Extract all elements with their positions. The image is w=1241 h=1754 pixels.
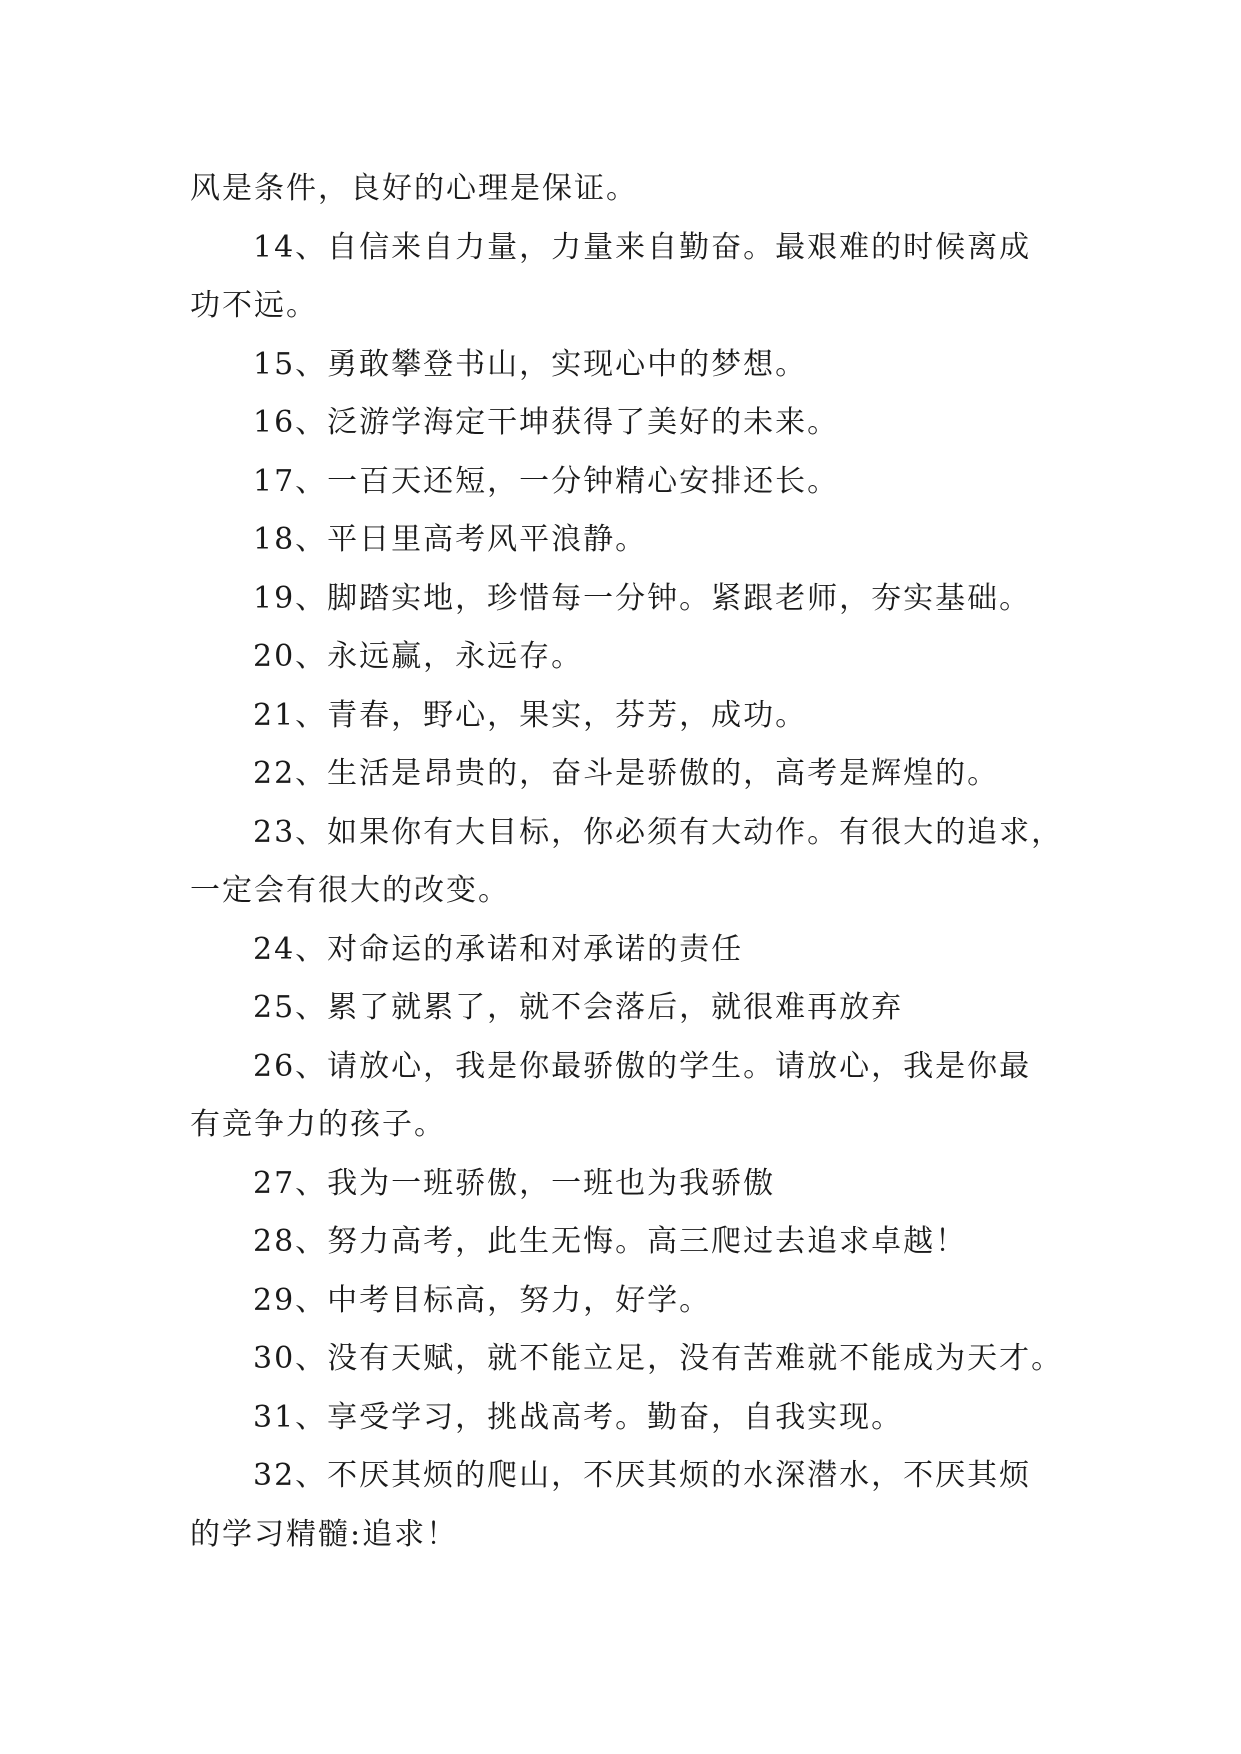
text-line: 18、平日里高考风平浪静。 <box>253 522 648 557</box>
text-line: 29、中考目标高，努力，好学。 <box>253 1282 712 1318</box>
text-line: 25、累了就累了，就不会落后，就很难再放弃 <box>253 990 904 1025</box>
text-line: 27、我为一班骄傲，一班也为我骄傲 <box>253 1165 776 1201</box>
text-line: 23、如果你有大目标，你必须有大动作。有很大的追求， <box>253 814 1064 850</box>
text-line: 一定会有很大的改变。 <box>190 873 510 908</box>
text-line: 的学习精髓:追求！ <box>190 1516 459 1552</box>
document-body <box>190 160 1070 1564</box>
text-line: 24、对命运的承诺和对承诺的责任 <box>253 931 744 967</box>
text-line: 16、泛游学海定干坤获得了美好的未来。 <box>253 405 840 440</box>
text-line: 22、生活是昂贵的，奋斗是骄傲的，高考是辉煌的。 <box>253 756 1000 791</box>
text-line: 32、不厌其烦的爬山，不厌其烦的水深潜水，不厌其烦 <box>253 1458 1032 1493</box>
text-line: 20、永远赢，永远存。 <box>253 639 584 674</box>
text-line: 14、自信来自力量，力量来自勤奋。最艰难的时候离成 <box>253 229 1032 265</box>
text-line: 30、没有天赋，就不能立足，没有苦难就不能成为天才。 <box>253 1341 1064 1376</box>
text-line: 风是条件，良好的心理是保证。 <box>190 171 638 206</box>
text-line: 31、享受学习，挑战高考。勤奋，自我实现。 <box>253 1399 904 1435</box>
text-line: 19、脚踏实地，珍惜每一分钟。紧跟老师，夯实基础。 <box>253 580 1032 616</box>
text-line: 21、青春，野心，果实，芬芳，成功。 <box>253 697 808 733</box>
text-line: 28、努力高考，此生无悔。高三爬过去追求卓越！ <box>253 1224 968 1259</box>
text-line: 26、请放心，我是你最骄傲的学生。请放心，我是你最 <box>253 1048 1032 1084</box>
text-line: 功不远。 <box>190 288 318 323</box>
text-line: 17、一百天还短，一分钟精心安排还长。 <box>253 463 840 499</box>
text-line: 15、勇敢攀登书山，实现心中的梦想。 <box>253 346 808 382</box>
text-line: 有竞争力的孩子。 <box>190 1107 446 1142</box>
